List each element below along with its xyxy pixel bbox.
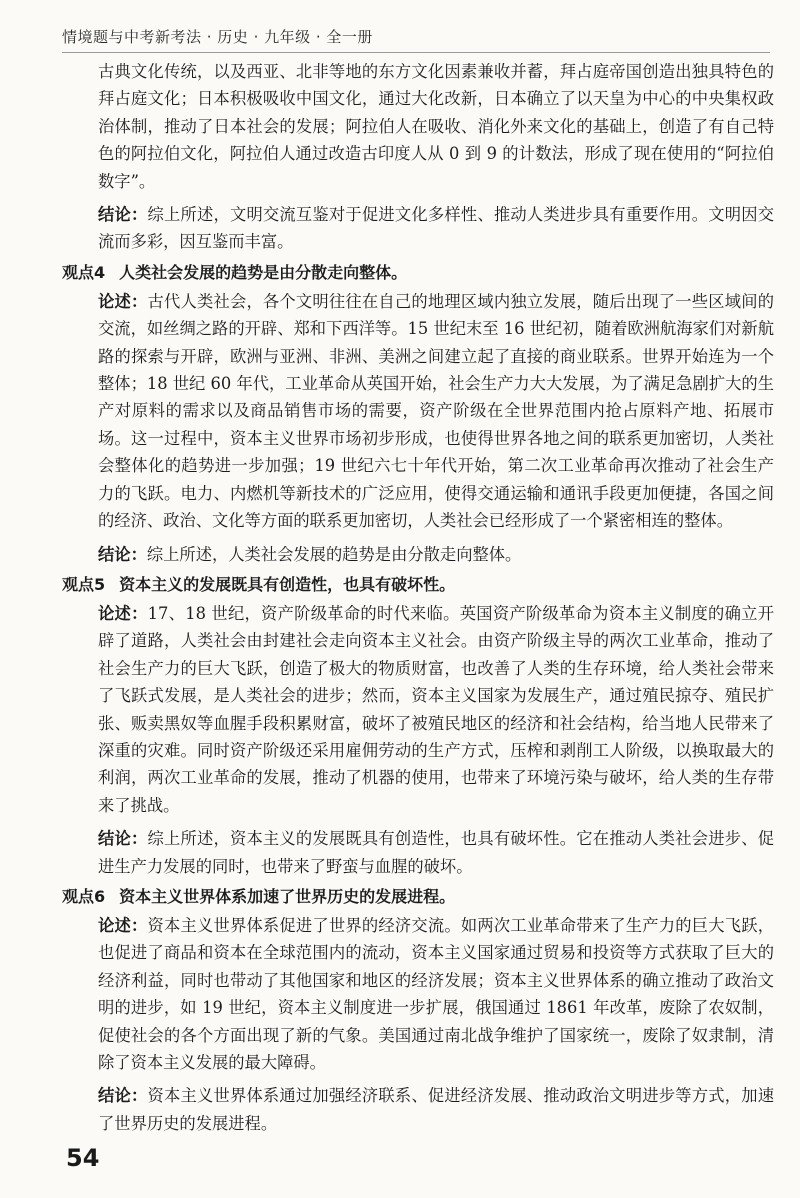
argument-text: 17、18 世纪，资产阶级革命的时代来临。英国资产阶级革命为资本主义制度的确立开辟了道路，人类社会由封建社会走向资本主义社会。由资产阶级主导的两次工业革命，推动了社会生产力的巨大飞跃，创造了极大的物质财富，也改善了人类的生存环境，给人类社会带来了飞跃式发展，是人类社会的进步；然而，资本主义国家为发展生产，通过殖民掠夺、殖民扩张、贩卖黑奴等血腥手段积累财富，破坏了被殖民地区的经济和社会结构，给当地人民带来了深重的灾难。同时资产阶级还采用雇佣劳动的生产方式，压榨和剥削工人阶级，以换取最大的利润，两次工业革命的发展，推动了机器的使用，也带来了环境污染与破坏，给人类的生存带来了挑战。: [98, 603, 774, 815]
conclusion-text: 综上所述，资本主义的发展既具有创造性，也具有破坏性。它在推动人类社会进步、促进生产力发展的同时，也带来了野蛮与血腥的破坏。: [98, 829, 774, 876]
viewpoint-5-conclusion: [62, 825, 774, 880]
intro-paragraph: 古典文化传统，以及西亚、北非等地的东方文化因素兼收并蓄，拜占庭帝国创造出独具特色的拜占庭文化；日本积极吸收中国文化，通过大化改新，日本确立了以天皇为中心的中央集权政治体制，推动了日本社会的发展；阿拉伯人在吸收、消化外来文化的基础上，创造了有自己特色的阿拉伯文化，阿拉伯人通过改造古印度人从 0 到 9 的计数法，形成了现在使用的“阿拉伯数字”。: [98, 62, 774, 191]
argument-text: 古代人类社会，各个文明往往在自己的地理区域内独立发展，随后出现了一些区域间的交流，如丝绸之路的开辟、郑和下西洋等。15 世纪末至 16 世纪初，随着欧洲航海家们对新航路的探索与开辟，欧洲与亚洲、非洲、美洲之间建立起了直接的商业联系。世界开始连为一个整体；18 世纪 60 年代，工业革命从英国开始，社会生产力大大发展，为了满足急剧扩大的生产对原料的需求以及商品销售市场的需要，资产阶级在全世界范围内抢占原料产地、拓展市场。这一过程中，资本主义世界市场初步形成，也使得世界各地之间的联系更加密切，人类社会整体化的趋势进一步加强；19 世纪六七十年代开始，第二次工业革命再次推动了社会生产力的飞跃。电力、内燃机等新技术的广泛应用，使得交通运输和通讯手段更加便捷，各国之间的经济、政治、文化等方面的联系更加密切，人类社会已经形成了一个紧密相连的整体。: [98, 291, 774, 531]
viewpoint-title: 资本主义世界体系加速了世界历史的发展进程。: [119, 886, 456, 906]
page-number: 54: [66, 1144, 100, 1172]
intro-conclusion: [62, 201, 774, 256]
argument-label: 论述：: [98, 291, 148, 311]
viewpoint-title: 人类社会发展的趋势是由分散走向整体。: [119, 262, 408, 282]
running-header: 情境题与中考新考法 · 历史 · 九年级 · 全一册: [62, 28, 373, 46]
viewpoint-6-argument: [62, 912, 774, 1076]
conclusion-label: 结论：: [98, 1086, 148, 1106]
viewpoint-6-conclusion: [62, 1082, 774, 1137]
conclusion-text: 综上所述，人类社会发展的趋势是由分散走向整体。: [146, 544, 522, 564]
argument-text: 资本主义世界体系促进了世界的经济交流。如两次工业革命带来了生产力的巨大飞跃，也促进了商品和资本在全球范围内的流动，资本主义国家通过贸易和投资等方式获取了巨大的经济利益，同时也带动了其他国家和地区的经济发展；资本主义世界体系的确立推动了政治文明的进步，如 19 世纪，资本主义制度进一步扩展，俄国通过 1861 年改革，废除了农奴制，促使社会的各个方面出现了新的气象。美国通过南北战争维护了国家统一，废除了奴隶制，清除了资本主义发展的最大障碍。: [98, 915, 774, 1072]
viewpoint-label: 观点4: [62, 262, 106, 282]
conclusion-label: 结论：: [98, 829, 148, 849]
conclusion-text: 资本主义世界体系通过加强经济联系、促进经济发展、推动政治文明进步等方式，加速了世界历史的发展进程。: [98, 1086, 774, 1133]
viewpoint-6-heading: [62, 882, 774, 912]
argument-label: 论述：: [98, 915, 148, 935]
viewpoint-5-argument: [62, 600, 774, 819]
viewpoint-label: 观点5: [62, 574, 106, 594]
viewpoint-5-heading: [62, 570, 774, 600]
viewpoint-4-conclusion: [62, 541, 774, 568]
conclusion-label: 结论：: [98, 544, 147, 564]
conclusion-label: 结论：: [98, 205, 148, 225]
viewpoint-4-heading: [62, 258, 774, 288]
viewpoint-4-argument: [62, 288, 774, 535]
viewpoint-label: 观点6: [62, 886, 106, 906]
argument-label: 论述：: [98, 603, 148, 623]
page-body: [62, 58, 774, 1137]
conclusion-text: 综上所述，文明交流互鉴对于促进文化多样性、推动人类进步具有重要作用。文明因交流而多彩，因互鉴而丰富。: [98, 205, 774, 252]
header-divider: [62, 52, 770, 53]
viewpoint-title: 资本主义的发展既具有创造性，也具有破坏性。: [119, 574, 456, 594]
